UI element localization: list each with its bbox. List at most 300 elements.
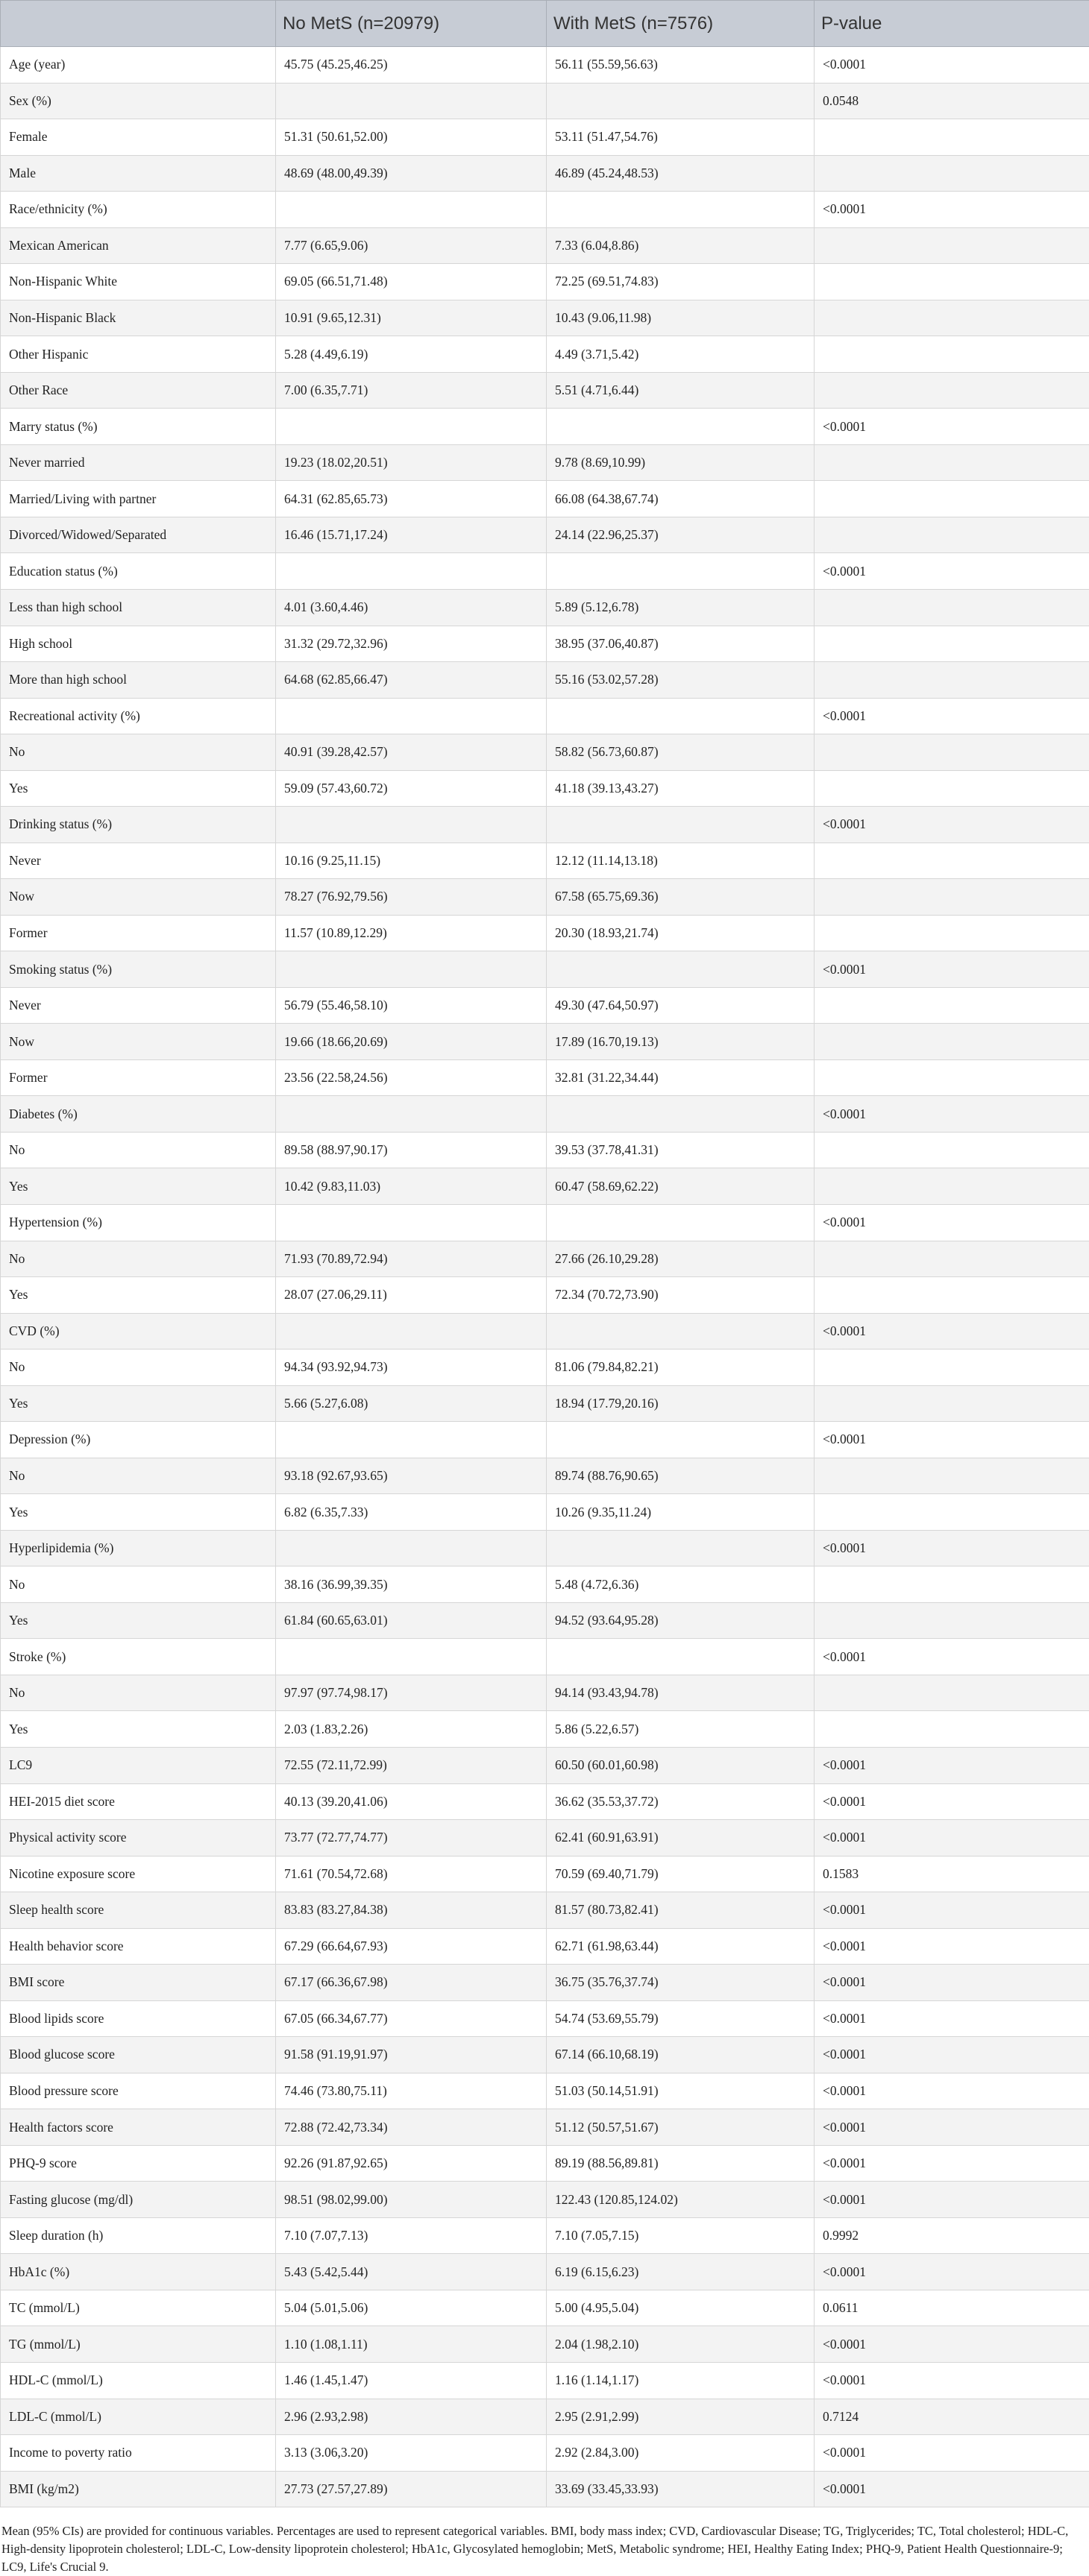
no-mets-cell: 92.26 (91.87,92.65) <box>276 2145 547 2182</box>
no-mets-cell: 10.91 (9.65,12.31) <box>276 300 547 336</box>
with-mets-cell: 66.08 (64.38,67.74) <box>547 481 815 517</box>
p-value-cell <box>815 734 1089 771</box>
p-value-cell <box>815 843 1089 879</box>
variable-cell: Yes <box>1 1385 276 1422</box>
p-value-cell <box>815 1241 1089 1277</box>
variable-cell: No <box>1 1132 276 1168</box>
with-mets-cell: 94.52 (93.64,95.28) <box>547 1602 815 1639</box>
table-row <box>1 155 1089 192</box>
p-value-cell <box>815 444 1089 481</box>
no-mets-cell <box>276 1313 547 1350</box>
with-mets-cell: 5.51 (4.71,6.44) <box>547 372 815 409</box>
variable-cell: BMI (kg/m2) <box>1 2471 276 2507</box>
table-row <box>1 1530 1089 1566</box>
table-row <box>1 1059 1089 1096</box>
with-mets-cell <box>547 1639 815 1675</box>
variable-cell: Fasting glucose (mg/dl) <box>1 2182 276 2218</box>
table-row <box>1 1313 1089 1350</box>
p-value-cell <box>815 770 1089 807</box>
table-row <box>1 553 1089 590</box>
table-row <box>1 1820 1089 1857</box>
with-mets-cell: 41.18 (39.13,43.27) <box>547 770 815 807</box>
header-variable <box>1 1 276 47</box>
table-row <box>1 951 1089 988</box>
p-value-cell <box>815 589 1089 626</box>
p-value-cell: <0.0001 <box>815 192 1089 228</box>
p-value-cell: <0.0001 <box>815 698 1089 734</box>
no-mets-cell: 31.32 (29.72,32.96) <box>276 626 547 662</box>
with-mets-cell: 5.89 (5.12,6.78) <box>547 589 815 626</box>
p-value-cell <box>815 987 1089 1024</box>
p-value-cell: <0.0001 <box>815 1639 1089 1675</box>
with-mets-cell: 5.86 (5.22,6.57) <box>547 1711 815 1748</box>
no-mets-cell: 28.07 (27.06,29.11) <box>276 1277 547 1314</box>
table-row <box>1 879 1089 916</box>
with-mets-cell: 67.58 (65.75,69.36) <box>547 879 815 916</box>
no-mets-cell <box>276 1205 547 1241</box>
variable-cell: Age (year) <box>1 47 276 84</box>
with-mets-cell: 9.78 (8.69,10.99) <box>547 444 815 481</box>
no-mets-cell <box>276 83 547 119</box>
variable-cell: Divorced/Widowed/Separated <box>1 517 276 553</box>
p-value-cell: <0.0001 <box>815 1965 1089 2001</box>
p-value-cell <box>815 662 1089 699</box>
table-row <box>1 1856 1089 1892</box>
variable-cell: Depression (%) <box>1 1422 276 1458</box>
no-mets-cell: 38.16 (36.99,39.35) <box>276 1566 547 1603</box>
p-value-cell <box>815 1350 1089 1386</box>
table-row <box>1 2109 1089 2146</box>
variable-cell: Male <box>1 155 276 192</box>
with-mets-cell: 56.11 (55.59,56.63) <box>547 47 815 84</box>
p-value-cell: <0.0001 <box>815 2471 1089 2507</box>
p-value-cell <box>815 1711 1089 1748</box>
table-row <box>1 119 1089 156</box>
p-value-cell <box>815 1168 1089 1205</box>
variable-cell: HEI-2015 diet score <box>1 1783 276 1820</box>
no-mets-cell <box>276 807 547 843</box>
table-row <box>1 1277 1089 1314</box>
table-row <box>1 192 1089 228</box>
no-mets-cell: 94.34 (93.92,94.73) <box>276 1350 547 1386</box>
p-value-cell <box>815 1566 1089 1603</box>
no-mets-cell <box>276 1530 547 1566</box>
variable-cell: Health factors score <box>1 2109 276 2146</box>
p-value-cell: <0.0001 <box>815 1313 1089 1350</box>
with-mets-cell: 17.89 (16.70,19.13) <box>547 1024 815 1060</box>
no-mets-cell: 61.84 (60.65,63.01) <box>276 1602 547 1639</box>
table-row <box>1 734 1089 771</box>
no-mets-cell: 51.31 (50.61,52.00) <box>276 119 547 156</box>
variable-cell: Diabetes (%) <box>1 1096 276 1133</box>
with-mets-cell <box>547 1096 815 1133</box>
with-mets-cell <box>547 698 815 734</box>
no-mets-cell: 71.61 (70.54,72.68) <box>276 1856 547 1892</box>
table-row <box>1 47 1089 84</box>
table-row <box>1 662 1089 699</box>
table-row <box>1 2145 1089 2182</box>
no-mets-cell: 64.68 (62.85,66.47) <box>276 662 547 699</box>
no-mets-cell: 7.10 (7.07,7.13) <box>276 2217 547 2254</box>
table-body <box>1 47 1089 2507</box>
variable-cell: TC (mmol/L) <box>1 2290 276 2326</box>
table-row <box>1 1096 1089 1133</box>
no-mets-cell <box>276 698 547 734</box>
no-mets-cell: 1.46 (1.45,1.47) <box>276 2363 547 2399</box>
with-mets-cell: 12.12 (11.14,13.18) <box>547 843 815 879</box>
p-value-cell <box>815 227 1089 264</box>
no-mets-cell: 27.73 (27.57,27.89) <box>276 2471 547 2507</box>
variable-cell: Yes <box>1 1494 276 1531</box>
with-mets-cell: 6.19 (6.15,6.23) <box>547 2254 815 2290</box>
variable-cell: Yes <box>1 770 276 807</box>
variable-cell: Now <box>1 879 276 916</box>
table-row <box>1 1205 1089 1241</box>
table-row <box>1 2290 1089 2326</box>
variable-cell: Less than high school <box>1 589 276 626</box>
table-row <box>1 843 1089 879</box>
table-row <box>1 1132 1089 1168</box>
table-row <box>1 2254 1089 2290</box>
no-mets-cell: 23.56 (22.58,24.56) <box>276 1059 547 1096</box>
with-mets-cell: 2.04 (1.98,2.10) <box>547 2326 815 2363</box>
with-mets-cell: 58.82 (56.73,60.87) <box>547 734 815 771</box>
table-row <box>1 1241 1089 1277</box>
table-row <box>1 1458 1089 1494</box>
variable-cell: Stroke (%) <box>1 1639 276 1675</box>
with-mets-cell <box>547 1205 815 1241</box>
no-mets-cell: 67.17 (66.36,67.98) <box>276 1965 547 2001</box>
no-mets-cell <box>276 409 547 445</box>
with-mets-cell: 5.48 (4.72,6.36) <box>547 1566 815 1603</box>
no-mets-cell: 5.04 (5.01,5.06) <box>276 2290 547 2326</box>
with-mets-cell: 72.25 (69.51,74.83) <box>547 264 815 300</box>
no-mets-cell: 97.97 (97.74,98.17) <box>276 1675 547 1711</box>
variable-cell: Nicotine exposure score <box>1 1856 276 1892</box>
p-value-cell <box>815 1385 1089 1422</box>
p-value-cell: <0.0001 <box>815 2000 1089 2037</box>
table-row <box>1 1639 1089 1675</box>
with-mets-cell: 2.92 (2.84,3.00) <box>547 2435 815 2472</box>
table-row <box>1 1350 1089 1386</box>
variable-cell: Blood pressure score <box>1 2073 276 2109</box>
table-row <box>1 2073 1089 2109</box>
variable-cell: Never married <box>1 444 276 481</box>
p-value-cell <box>815 336 1089 373</box>
table-row <box>1 2326 1089 2363</box>
with-mets-cell: 51.03 (50.14,51.91) <box>547 2073 815 2109</box>
no-mets-cell: 45.75 (45.25,46.25) <box>276 47 547 84</box>
p-value-cell <box>815 517 1089 553</box>
table-row <box>1 915 1089 951</box>
variable-cell: Never <box>1 843 276 879</box>
table-row <box>1 409 1089 445</box>
table-row <box>1 1024 1089 1060</box>
p-value-cell <box>815 300 1089 336</box>
with-mets-cell: 1.16 (1.14,1.17) <box>547 2363 815 2399</box>
with-mets-cell: 27.66 (26.10,29.28) <box>547 1241 815 1277</box>
p-value-cell: <0.0001 <box>815 2182 1089 2218</box>
variable-cell: CVD (%) <box>1 1313 276 1350</box>
no-mets-cell: 5.43 (5.42,5.44) <box>276 2254 547 2290</box>
variable-cell: HbA1c (%) <box>1 2254 276 2290</box>
no-mets-cell: 10.16 (9.25,11.15) <box>276 843 547 879</box>
variable-cell: Yes <box>1 1602 276 1639</box>
table-row <box>1 987 1089 1024</box>
table-row <box>1 1783 1089 1820</box>
variable-cell: Yes <box>1 1277 276 1314</box>
no-mets-cell: 5.66 (5.27,6.08) <box>276 1385 547 1422</box>
variable-cell: Race/ethnicity (%) <box>1 192 276 228</box>
p-value-cell: <0.0001 <box>815 2363 1089 2399</box>
p-value-cell <box>815 1132 1089 1168</box>
no-mets-cell: 48.69 (48.00,49.39) <box>276 155 547 192</box>
p-value-cell: <0.0001 <box>815 1928 1089 1965</box>
with-mets-cell: 24.14 (22.96,25.37) <box>547 517 815 553</box>
p-value-cell <box>815 626 1089 662</box>
no-mets-cell <box>276 1096 547 1133</box>
with-mets-cell: 51.12 (50.57,51.67) <box>547 2109 815 2146</box>
table-header <box>1 1 1089 47</box>
table-footnote: Mean (95% CIs) are provided for continuous variables. Percentages are used to represent categorical variables. BMI, body mass index; CVD, Cardiovascular Disease; TG, Triglycerides; TC, Total cholesterol; HDL-C, High-density lipoprotein cholesterol; LDL-C, Low-density lipoprotein cholesterol; HbA1c, Glycosylated hemoglobin; MetS, Metabolic syndrome; HEI, Healthy Eating Index; PHQ-9, Patient Health Questionnaire-9; LC9, Life's Crucial 9. <box>1 2522 1085 2576</box>
table-row <box>1 2399 1089 2435</box>
variable-cell: LDL-C (mmol/L) <box>1 2399 276 2435</box>
variable-cell: Hyperlipidemia (%) <box>1 1530 276 1566</box>
variable-cell: Smoking status (%) <box>1 951 276 988</box>
p-value-cell: <0.0001 <box>815 2109 1089 2146</box>
table-row <box>1 1747 1089 1783</box>
variable-cell: Physical activity score <box>1 1820 276 1857</box>
table-row <box>1 2182 1089 2218</box>
with-mets-cell: 4.49 (3.71,5.42) <box>547 336 815 373</box>
p-value-cell: <0.0001 <box>815 47 1089 84</box>
no-mets-cell: 74.46 (73.80,75.11) <box>276 2073 547 2109</box>
no-mets-cell: 89.58 (88.97,90.17) <box>276 1132 547 1168</box>
variable-cell: Non-Hispanic Black <box>1 300 276 336</box>
variable-cell: Recreational activity (%) <box>1 698 276 734</box>
table-row <box>1 227 1089 264</box>
variable-cell: Hypertension (%) <box>1 1205 276 1241</box>
table-row <box>1 336 1089 373</box>
variable-cell: Health behavior score <box>1 1928 276 1965</box>
with-mets-cell: 53.11 (51.47,54.76) <box>547 119 815 156</box>
p-value-cell: 0.9992 <box>815 2217 1089 2254</box>
no-mets-cell: 10.42 (9.83,11.03) <box>276 1168 547 1205</box>
variable-cell: Sleep duration (h) <box>1 2217 276 2254</box>
p-value-cell: <0.0001 <box>815 1820 1089 1857</box>
with-mets-cell: 70.59 (69.40,71.79) <box>547 1856 815 1892</box>
p-value-cell <box>815 1277 1089 1314</box>
table-row <box>1 444 1089 481</box>
p-value-cell <box>815 1602 1089 1639</box>
table-row <box>1 372 1089 409</box>
p-value-cell <box>815 372 1089 409</box>
no-mets-cell: 11.57 (10.89,12.29) <box>276 915 547 951</box>
p-value-cell: <0.0001 <box>815 553 1089 590</box>
table-row <box>1 626 1089 662</box>
with-mets-cell: 33.69 (33.45,33.93) <box>547 2471 815 2507</box>
p-value-cell <box>815 119 1089 156</box>
variable-cell: Blood lipids score <box>1 2000 276 2037</box>
p-value-cell: <0.0001 <box>815 2435 1089 2472</box>
no-mets-cell: 67.05 (66.34,67.77) <box>276 2000 547 2037</box>
variable-cell: LC9 <box>1 1747 276 1783</box>
p-value-cell: <0.0001 <box>815 409 1089 445</box>
with-mets-cell <box>547 1313 815 1350</box>
with-mets-cell <box>547 192 815 228</box>
no-mets-cell: 6.82 (6.35,7.33) <box>276 1494 547 1531</box>
no-mets-cell: 7.77 (6.65,9.06) <box>276 227 547 264</box>
no-mets-cell <box>276 1422 547 1458</box>
table-row <box>1 1494 1089 1531</box>
p-value-cell: <0.0001 <box>815 2326 1089 2363</box>
p-value-cell: <0.0001 <box>815 1205 1089 1241</box>
no-mets-cell: 98.51 (98.02,99.00) <box>276 2182 547 2218</box>
table-row <box>1 83 1089 119</box>
table-row <box>1 2435 1089 2472</box>
table-row <box>1 300 1089 336</box>
variable-cell: No <box>1 1675 276 1711</box>
variable-cell: Former <box>1 915 276 951</box>
with-mets-cell <box>547 553 815 590</box>
with-mets-cell: 38.95 (37.06,40.87) <box>547 626 815 662</box>
no-mets-cell: 5.28 (4.49,6.19) <box>276 336 547 373</box>
p-value-cell <box>815 879 1089 916</box>
variable-cell: PHQ-9 score <box>1 2145 276 2182</box>
variable-cell: Now <box>1 1024 276 1060</box>
variable-cell: Blood glucose score <box>1 2037 276 2073</box>
with-mets-cell: 7.10 (7.05,7.15) <box>547 2217 815 2254</box>
variable-cell: Sleep health score <box>1 1892 276 1929</box>
variable-cell: No <box>1 734 276 771</box>
p-value-cell <box>815 1458 1089 1494</box>
variable-cell: Marry status (%) <box>1 409 276 445</box>
no-mets-cell: 1.10 (1.08,1.11) <box>276 2326 547 2363</box>
no-mets-cell: 93.18 (92.67,93.65) <box>276 1458 547 1494</box>
with-mets-cell: 62.41 (60.91,63.91) <box>547 1820 815 1857</box>
variable-cell: Female <box>1 119 276 156</box>
header-row <box>1 1 1089 47</box>
with-mets-cell: 122.43 (120.85,124.02) <box>547 2182 815 2218</box>
no-mets-cell: 72.88 (72.42,73.34) <box>276 2109 547 2146</box>
variable-cell: BMI score <box>1 1965 276 2001</box>
variable-cell: No <box>1 1566 276 1603</box>
with-mets-cell: 46.89 (45.24,48.53) <box>547 155 815 192</box>
variable-cell: Other Hispanic <box>1 336 276 373</box>
no-mets-cell: 72.55 (72.11,72.99) <box>276 1747 547 1783</box>
table-row <box>1 2217 1089 2254</box>
no-mets-cell: 69.05 (66.51,71.48) <box>276 264 547 300</box>
with-mets-cell: 60.50 (60.01,60.98) <box>547 1747 815 1783</box>
no-mets-cell: 16.46 (15.71,17.24) <box>276 517 547 553</box>
table-row <box>1 807 1089 843</box>
table-row <box>1 1965 1089 2001</box>
with-mets-cell: 5.00 (4.95,5.04) <box>547 2290 815 2326</box>
variable-cell: Non-Hispanic White <box>1 264 276 300</box>
no-mets-cell: 64.31 (62.85,65.73) <box>276 481 547 517</box>
p-value-cell <box>815 155 1089 192</box>
with-mets-cell: 20.30 (18.93,21.74) <box>547 915 815 951</box>
no-mets-cell <box>276 1639 547 1675</box>
with-mets-cell: 2.95 (2.91,2.99) <box>547 2399 815 2435</box>
table-row <box>1 2000 1089 2037</box>
variable-cell: Married/Living with partner <box>1 481 276 517</box>
variable-cell: No <box>1 1241 276 1277</box>
no-mets-cell: 59.09 (57.43,60.72) <box>276 770 547 807</box>
no-mets-cell <box>276 951 547 988</box>
no-mets-cell: 83.83 (83.27,84.38) <box>276 1892 547 1929</box>
p-value-cell: 0.7124 <box>815 2399 1089 2435</box>
no-mets-cell: 2.96 (2.93,2.98) <box>276 2399 547 2435</box>
with-mets-cell <box>547 1422 815 1458</box>
p-value-cell: <0.0001 <box>815 1892 1089 1929</box>
no-mets-cell <box>276 192 547 228</box>
table-row <box>1 481 1089 517</box>
with-mets-cell: 32.81 (31.22,34.44) <box>547 1059 815 1096</box>
with-mets-cell <box>547 1530 815 1566</box>
table-row <box>1 698 1089 734</box>
with-mets-cell: 18.94 (17.79,20.16) <box>547 1385 815 1422</box>
variable-cell: Yes <box>1 1711 276 1748</box>
p-value-cell: 0.0548 <box>815 83 1089 119</box>
variable-cell: Income to poverty ratio <box>1 2435 276 2472</box>
variable-cell: Former <box>1 1059 276 1096</box>
p-value-cell: <0.0001 <box>815 1747 1089 1783</box>
with-mets-cell <box>547 807 815 843</box>
with-mets-cell: 36.62 (35.53,37.72) <box>547 1783 815 1820</box>
no-mets-cell: 78.27 (76.92,79.56) <box>276 879 547 916</box>
with-mets-cell: 72.34 (70.72,73.90) <box>547 1277 815 1314</box>
table-row <box>1 1602 1089 1639</box>
variable-cell: Drinking status (%) <box>1 807 276 843</box>
with-mets-cell: 67.14 (66.10,68.19) <box>547 2037 815 2073</box>
p-value-cell: <0.0001 <box>815 1530 1089 1566</box>
with-mets-cell: 54.74 (53.69,55.79) <box>547 2000 815 2037</box>
table-row <box>1 264 1089 300</box>
variable-cell: Other Race <box>1 372 276 409</box>
table-row <box>1 1385 1089 1422</box>
no-mets-cell: 67.29 (66.64,67.93) <box>276 1928 547 1965</box>
with-mets-cell: 81.06 (79.84,82.21) <box>547 1350 815 1386</box>
p-value-cell <box>815 1675 1089 1711</box>
table-row <box>1 2363 1089 2399</box>
table-row <box>1 1566 1089 1603</box>
no-mets-cell: 40.13 (39.20,41.06) <box>276 1783 547 1820</box>
no-mets-cell: 56.79 (55.46,58.10) <box>276 987 547 1024</box>
no-mets-cell: 19.66 (18.66,20.69) <box>276 1024 547 1060</box>
p-value-cell: <0.0001 <box>815 2254 1089 2290</box>
table-row <box>1 2037 1089 2073</box>
table-row <box>1 1168 1089 1205</box>
no-mets-cell: 73.77 (72.77,74.77) <box>276 1820 547 1857</box>
variable-cell: Yes <box>1 1168 276 1205</box>
with-mets-cell <box>547 951 815 988</box>
no-mets-cell: 4.01 (3.60,4.46) <box>276 589 547 626</box>
table-row <box>1 770 1089 807</box>
with-mets-cell: 10.43 (9.06,11.98) <box>547 300 815 336</box>
with-mets-cell: 60.47 (58.69,62.22) <box>547 1168 815 1205</box>
variable-cell: More than high school <box>1 662 276 699</box>
variable-cell: Never <box>1 987 276 1024</box>
no-mets-cell: 71.93 (70.89,72.94) <box>276 1241 547 1277</box>
p-value-cell: <0.0001 <box>815 951 1089 988</box>
with-mets-cell: 49.30 (47.64,50.97) <box>547 987 815 1024</box>
p-value-cell: <0.0001 <box>815 1783 1089 1820</box>
variable-cell: Education status (%) <box>1 553 276 590</box>
p-value-cell: <0.0001 <box>815 2037 1089 2073</box>
variable-cell: No <box>1 1458 276 1494</box>
with-mets-cell: 81.57 (80.73,82.41) <box>547 1892 815 1929</box>
